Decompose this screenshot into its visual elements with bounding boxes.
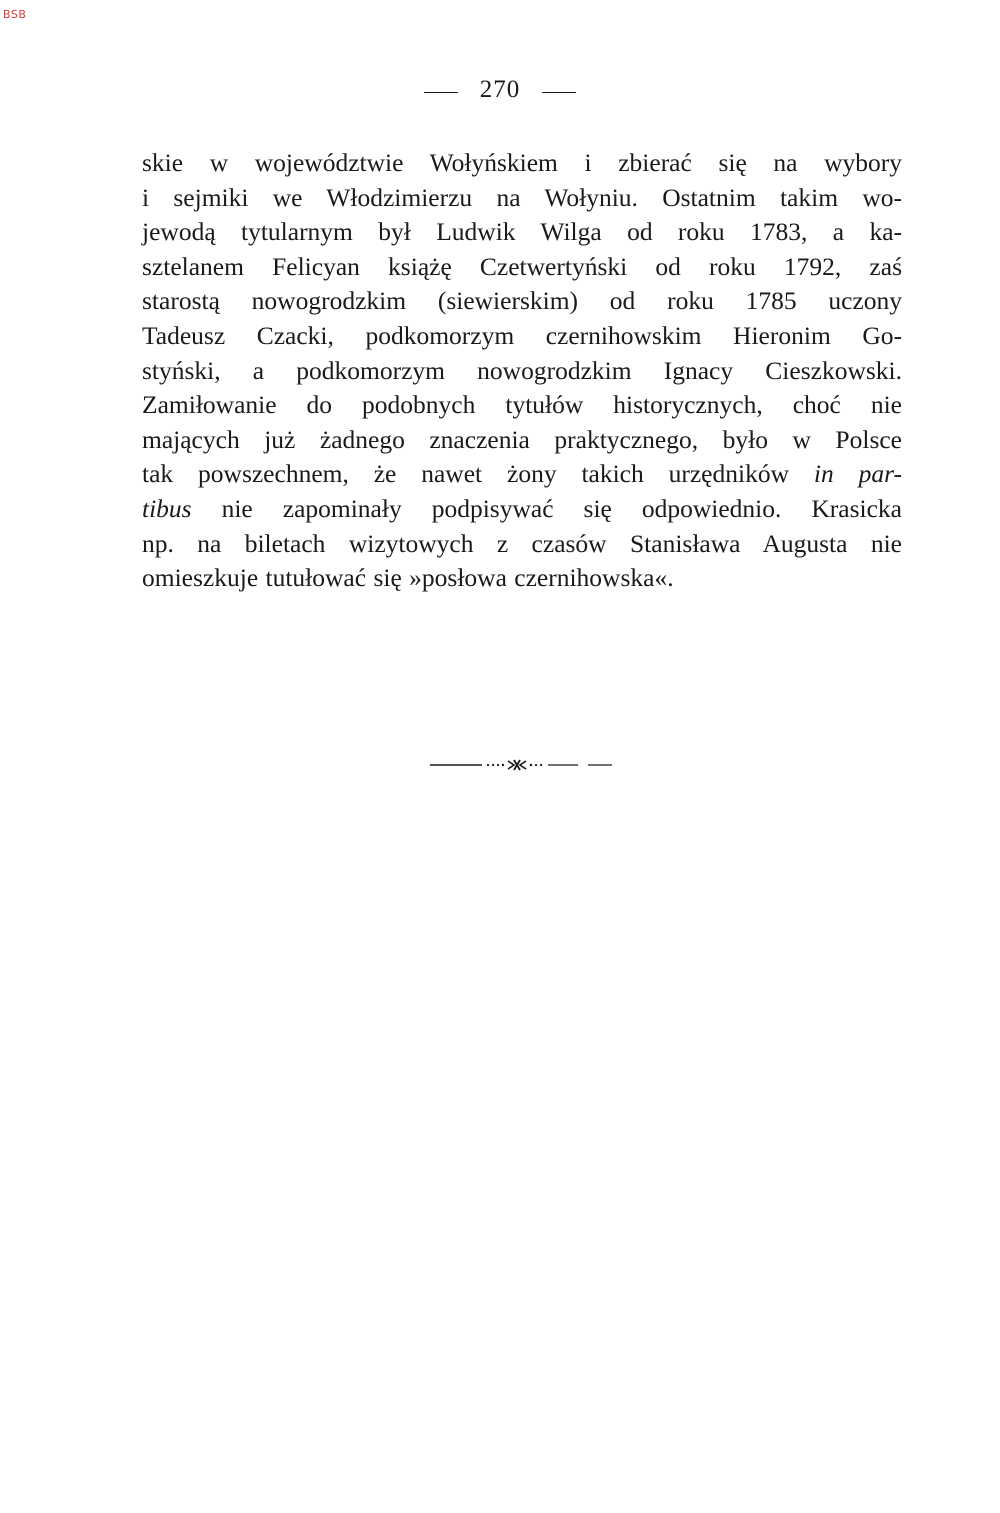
text-run: nie zapominały podpisywać się odpowiednio. Krasicka xyxy=(191,493,902,523)
italic-phrase: tibus xyxy=(142,493,192,523)
text-line: jewodą tytularnym był Ludwik Wilga od roku 1783, a ka- xyxy=(142,217,902,247)
library-watermark: BSB xyxy=(3,8,27,21)
text-line: Tadeusz Czacki, podkomorzym czernihowskim Hieronim Go- xyxy=(142,320,902,350)
text-line: np. na biletach wizytowych z czasów Stanisława Augusta nie xyxy=(142,528,902,558)
text-line: i sejmiki we Włodzimierzu na Wołyniu. Ostatnim takim wo- xyxy=(142,182,902,212)
text-line: mających już żadnego znaczenia praktycznego, było w Polsce xyxy=(142,424,902,454)
text-line xyxy=(142,492,902,527)
page-number xyxy=(0,76,1000,104)
italic-phrase: in par- xyxy=(813,459,902,489)
text-run: tak powszechnem, że nawet żony takich urzędników xyxy=(142,459,814,489)
text-line xyxy=(142,457,902,492)
end-ornament-icon xyxy=(430,757,612,773)
body-paragraph xyxy=(142,146,902,596)
page-number-dash-right xyxy=(542,92,576,94)
text-line: sztelanem Felicyan książę Czetwertyński od roku 1792, zaś xyxy=(142,251,902,281)
text-line: Zamiłowanie do podobnych tytułów historycznych, choć nie xyxy=(142,390,902,420)
page-number-dash-left xyxy=(424,92,458,94)
page-number-value: 270 xyxy=(479,76,521,103)
text-line: starostą nowogrodzkim (siewierskim) od roku 1785 uczony xyxy=(142,286,902,316)
text-line: styński, a podkomorzym nowogrodzkim Ignacy Cieszkowski. xyxy=(142,355,902,385)
text-line: omieszkuje tutułować się »posłowa czernihowska«. xyxy=(142,563,674,593)
text-line: skie w województwie Wołyńskiem i zbierać się na wybory xyxy=(142,148,902,177)
